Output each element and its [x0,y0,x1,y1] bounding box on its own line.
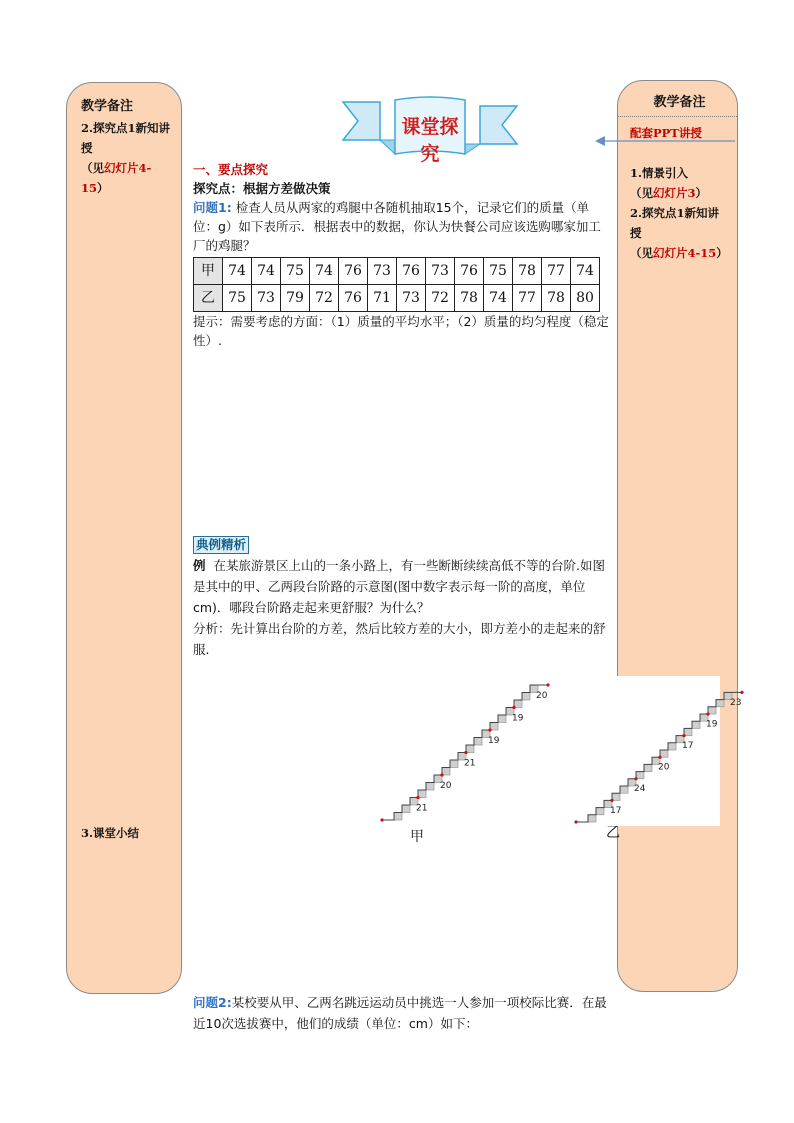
step-dot [706,712,709,715]
stair-step [490,723,498,731]
stair-height-label: 20 [440,781,452,791]
step-dot [634,777,637,780]
stair-height-label: 19 [512,713,524,724]
endpoint-dot [740,691,743,694]
endpoint-dot [380,818,383,821]
table-cell: 79 [281,285,310,312]
left-notes-panel [66,82,182,994]
section-banner [340,96,520,165]
table-cell: 76 [397,258,426,285]
left-note-item-1: 2.探究点1新知讲授 [81,121,171,155]
stair-height-label: 24 [634,784,646,795]
stair-step [588,815,596,822]
stair-step [426,783,434,791]
stair-height-label: 23 [730,697,742,708]
table-cell: 76 [455,258,484,285]
table-cell: 72 [310,285,339,312]
example-block [193,534,613,660]
stair-height-label: 17 [682,741,694,751]
data-table [193,257,600,312]
right-note-item-1-ref [630,183,729,203]
example-analysis: 分析：先计算出台阶的方差，然后比较方差的大小，即方差小的走起来的舒服. [193,621,606,657]
problem-2-text: 某校要从甲、乙两名跳远运动员中挑选一人参加一项校际比赛．在最近10次选拔赛中，他们的成绩（单位：cm）如下： [193,995,607,1031]
table-cell: 74 [223,258,252,285]
stair-step [514,700,522,708]
table-cell: 80 [571,285,600,312]
example-label: 例 [193,558,206,573]
table-cell: 71 [368,285,397,312]
ref-slide: 幻灯片4-15 [653,246,717,260]
table-cell: 74 [252,258,281,285]
stair-height-label: 17 [610,805,622,816]
problem-1-hint: 提示：需要考虑的方面：（1）质量的平均水平；（2）质量的均匀程度（稳定性）. [193,314,609,348]
table-row-header: 甲 [194,258,223,285]
left-notes-title: 教学备注 [81,99,134,114]
example-text: 在某旅游景区上山的一条小路上，有一些断断续续高低不等的台阶.如图是其中的甲、乙两段台阶路的示意图(图中数字表示每一阶的高度，单位cm)．哪段台阶路走起来更舒服？为什么？ [193,558,605,615]
step-dot [440,773,443,776]
step-dot [610,799,613,802]
stair-step [450,760,458,768]
stair-step [466,745,474,753]
stairs-diagram-jia [370,668,550,828]
ref-open: （见 [81,161,104,175]
table-cell: 73 [397,285,426,312]
table-cell: 75 [281,258,310,285]
stairs-diagram-yi [556,676,742,826]
stair-step [522,693,530,701]
stair-height-label: 21 [464,758,476,769]
problem-2 [193,992,613,1034]
problem-2-label: 问题2: [193,995,232,1010]
table-cell: 78 [542,285,571,312]
right-notes-title: 教学备注 [653,95,706,110]
step-dot [682,734,685,737]
stair-step [716,700,724,707]
stair-step [692,721,700,728]
stair-height-label: 19 [488,736,500,746]
left-note-item-1-ref [81,158,171,198]
right-note-item-1: 1.情景引入 [630,166,689,180]
right-note-item-2-ref [630,243,729,263]
table-cell: 76 [339,285,368,312]
stair-step [402,805,410,813]
stair-step [612,793,620,800]
right-notes-panel [617,80,738,992]
stair-step [684,728,692,735]
stair-step [474,738,482,746]
stair-step [660,750,668,757]
ppt-note: 配套PPT讲授 [630,126,702,140]
table-cell: 77 [542,258,571,285]
step-dot [464,751,467,754]
section-point: 探究点：根据方差做决策 [193,181,331,196]
table-cell: 73 [252,285,281,312]
table-cell: 74 [484,285,513,312]
table-cell: 77 [513,285,542,312]
section-heading: 一、要点探究 [193,162,269,177]
table-row-header: 乙 [194,285,223,312]
endpoint-dot [546,683,549,686]
arrow-left-icon [595,134,735,148]
banner-title: 课堂探究 [401,116,459,165]
ref-open: （见 [630,246,653,260]
step-dot [488,728,491,731]
stair-step [498,715,506,723]
stair-step [442,768,450,776]
stairs-caption-yi: 乙 [606,825,620,841]
example-badge: 典例精析 [193,536,249,554]
step-dot [658,756,661,759]
table-cell: 75 [484,258,513,285]
stair-step [708,707,716,714]
table-cell: 74 [310,258,339,285]
ref-open: （见 [630,186,653,200]
stair-step [418,790,426,798]
stair-step [668,743,676,750]
stair-step [620,786,628,793]
table-cell: 73 [426,258,455,285]
problem-1 [193,198,613,255]
main-content [193,160,613,350]
ref-close: ） [695,186,708,200]
right-note-item-2: 2.探究点1新知讲授 [630,206,720,240]
table-row [194,258,600,285]
example-question [193,555,613,618]
ref-slide: 幻灯片3 [653,186,696,200]
stair-step [636,772,644,779]
table-cell: 73 [368,258,397,285]
stair-step [394,813,402,821]
table-cell: 78 [455,285,484,312]
step-dot [512,706,515,709]
ref-slide: 幻灯片4-15 [81,161,152,195]
table-cell: 72 [426,285,455,312]
ref-close: ） [716,246,728,260]
table-cell: 75 [223,285,252,312]
stair-height-label: 19 [706,719,718,730]
stair-height-label: 21 [416,803,428,814]
left-note-item-2: 3.课堂小结 [81,826,140,840]
stair-height-label: 20 [658,762,670,773]
table-cell: 74 [571,258,600,285]
stair-step [596,808,604,815]
problem-1-label: 问题1: [193,200,232,215]
problem-1-text: 检查人员从两家的鸡腿中各随机抽取15个，记录它们的质量（单位：g）如下表所示．根据表中的数据，你认为快餐公司应该选购哪家加工厂的鸡腿？ [193,200,601,253]
stairs-caption-jia: 甲 [410,829,424,845]
stair-step [644,764,652,771]
table-cell: 76 [339,258,368,285]
stair-height-label: 20 [536,691,548,701]
dotted-divider [618,116,737,117]
endpoint-dot [574,820,577,823]
table-row [194,285,600,312]
step-dot [416,796,419,799]
table-cell: 78 [513,258,542,285]
ref-close: ） [97,181,109,195]
